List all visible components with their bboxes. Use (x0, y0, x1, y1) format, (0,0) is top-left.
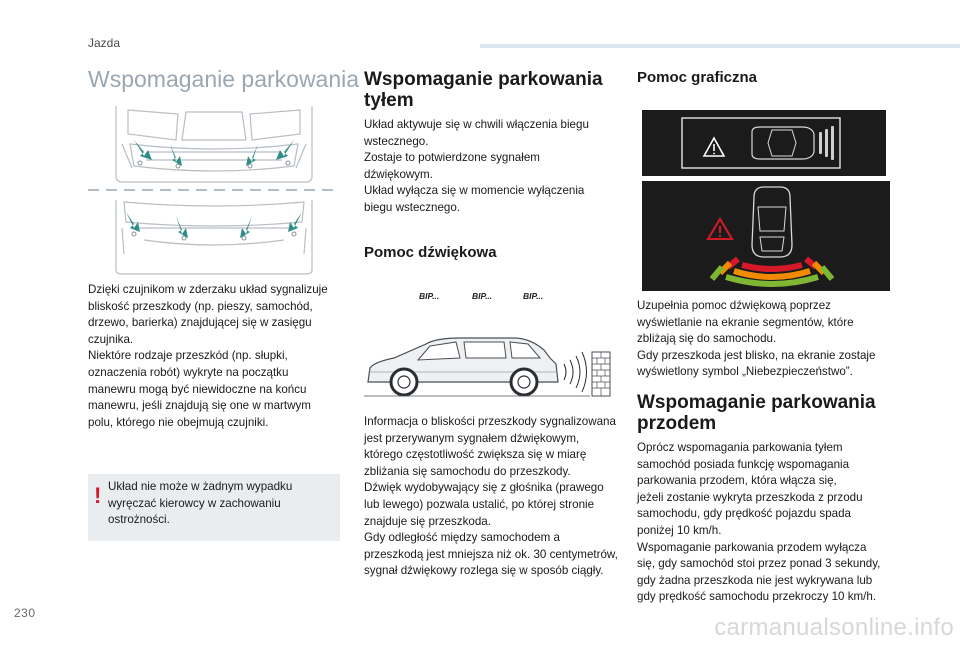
body-line: czujnika. (88, 332, 134, 346)
watermark: carmanualsonline.info (714, 614, 954, 641)
heading-line: Wspomaganie parkowania (637, 392, 876, 413)
body-line: Gdy przeszkoda jest blisko, na ekranie zostaje (637, 348, 876, 362)
body-line: zbliżają się do samochodu. (637, 332, 777, 346)
body-line: którego częstotliwość zwiększa się w miarę (364, 448, 587, 462)
warning-box (88, 474, 340, 541)
bip-label: BIP... (419, 291, 440, 301)
col3-body2 (637, 440, 917, 606)
body-line: sygnał dźwiękowy rozlega się w sposób ciągły. (364, 564, 604, 578)
body-line: oznaczenia robót) wykryte na początku (88, 365, 289, 379)
display-screen-rear (642, 181, 890, 291)
body-line: się, gdy samochód stoi przez ponad 3 sekundy, (637, 557, 881, 571)
warning-line: ostrożności. (108, 513, 170, 527)
body-line: Dzięki czujnikom w zderzaku układ sygnalizuje (88, 283, 328, 296)
body-line: bliskość przeszkody (np. pieszy, samochód, (88, 299, 313, 313)
body-line: Układ aktywuje się w chwili włączenia biegu (364, 118, 589, 131)
body-line: przeszkodą jest mniejsza niż ok. 30 centymetrów, (364, 547, 618, 561)
body-line: Zostaje to potwierdzone sygnałem (364, 151, 540, 165)
body-line: Oprócz wspomagania parkowania tyłem (637, 441, 843, 454)
col2-intro (364, 117, 614, 217)
body-line: Wspomaganie parkowania przodem wyłącza (637, 540, 867, 554)
body-line: zbliżania się samochodu do przeszkody. (364, 464, 571, 478)
col3-body1 (637, 298, 907, 381)
heading-line: przodem (637, 413, 717, 434)
body-line: polu, którego nie obejmują czujniki. (88, 415, 269, 429)
body-line: wyświetlony symbol „Niebezpieczeństwo”. (637, 365, 853, 379)
exclamation-icon: ! (94, 483, 102, 508)
header-bar (480, 44, 960, 48)
body-line: Dźwięk wydobywający się z głośnika (prawego (364, 481, 604, 495)
warning-text (108, 479, 328, 529)
body-line: manewru mogą być niewidoczne na końcu (88, 382, 307, 396)
body-line: wstecznego. (364, 134, 429, 148)
front-parking-heading (637, 392, 907, 434)
audible-aid-heading: Pomoc dźwiękowa (364, 244, 497, 261)
body-line: Gdy odległość między samochodem a (364, 531, 560, 545)
body-line: Informacja o bliskości przeszkody sygnalizowana (364, 415, 616, 428)
body-line: samochodu, gdy prędkość pojazdu spada (637, 507, 851, 521)
body-line: Układ wyłącza się w momencie wyłączenia (364, 184, 585, 198)
body-line: samochód posiada funkcję wspomagania (637, 457, 850, 471)
col2-body (364, 414, 624, 580)
body-line: dźwiękowym. (364, 167, 433, 181)
section-label: Jazda (88, 36, 121, 50)
col1-body (88, 282, 348, 431)
body-line: Niektóre rodzaje przeszkód (np. słupki, (88, 349, 288, 363)
body-line: Uzupełnia pomoc dźwiękową poprzez (637, 299, 831, 312)
bip-label: BIP... (523, 291, 544, 301)
body-line: poniżej 10 km/h. (637, 523, 722, 537)
display-screen-top (642, 110, 886, 176)
car-reversing-illustration (364, 330, 614, 406)
body-line: lub lewego) pozwala ustalić, po której stronie (364, 497, 595, 511)
warning-line: wyręczać kierowcy w zachowaniu (108, 496, 281, 510)
body-line: manewru, jeśli znajdują się one w martwym (88, 399, 311, 413)
page-title: Wspomaganie parkowania (88, 66, 360, 92)
heading-line: Wspomaganie parkowania (364, 69, 603, 90)
body-line: jeżeli zostanie wykryta przeszkoda z przodu (637, 490, 863, 504)
body-line: parkowania przodem, która włącza się, (637, 474, 837, 488)
body-line: jest przerywanym sygnałem dźwiękowym, (364, 431, 580, 445)
bip-label: BIP... (472, 291, 493, 301)
graphic-aid-heading: Pomoc graficzna (637, 69, 758, 86)
body-line: wyświetlanie na ekranie segmentów, które (637, 315, 854, 329)
bumper-sensors-illustration (88, 104, 340, 276)
body-line: drzewo, barierka) znajdującej się w zasięgu (88, 316, 312, 330)
heading-line: tyłem (364, 90, 414, 111)
body-line: gdy prędkość samochodu przekroczy 10 km/h. (637, 590, 877, 604)
body-line: gdy żadna przeszkoda nie jest wykrywana lub (637, 573, 873, 587)
warning-line: Układ nie może w żadnym wypadku (108, 480, 293, 493)
page-number: 230 (14, 606, 36, 620)
body-line: biegu wstecznego. (364, 200, 461, 214)
body-line: znajduje się przeszkoda. (364, 514, 491, 528)
rear-parking-heading (364, 69, 614, 111)
